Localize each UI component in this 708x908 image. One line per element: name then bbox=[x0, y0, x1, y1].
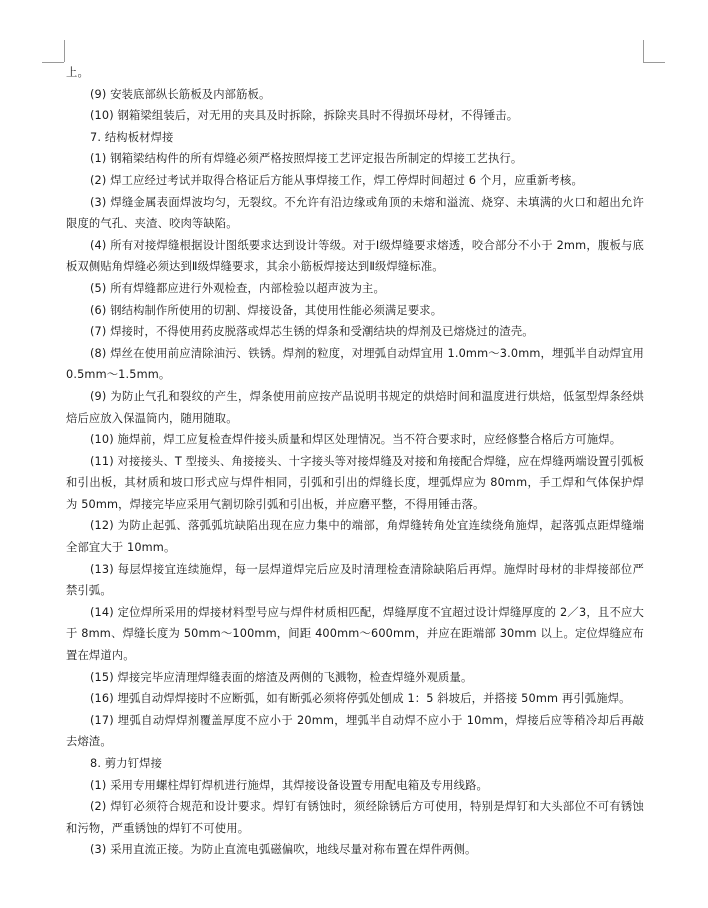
paragraph: (9) 为防止气孔和裂纹的产生，焊条使用前应按产品说明书规定的烘焙时间和温度进行烘焙，低氢型焊条经烘焙后应放入保温筒内，随用随取。 bbox=[66, 389, 644, 425]
paragraph: (2) 焊钉必须符合规范和设计要求。焊钉有锈蚀时，须经除锈后方可使用，特别是焊钉和大头部位不可有锈蚀和污物，严重锈蚀的焊钉不可使用。 bbox=[66, 800, 644, 835]
paragraph: (17) 埋弧自动焊焊剂覆盖厚度不应小于 20mm，埋弧半自动焊不应小于 10mm，焊接后应等稍冷却后再敲去熔渣。 bbox=[66, 713, 644, 749]
paragraph: (15) 焊接完毕应清理焊缝表面的熔渣及两侧的飞溅物，检查焊缝外观质量。 bbox=[90, 670, 473, 684]
paragraph: (13) 每层焊接宜连续施焊，每一层焊道焊完后应及时清理检查清除缺陷后再焊。施焊时母材的非焊接部位严禁引弧。 bbox=[66, 562, 644, 598]
document-body bbox=[66, 62, 644, 861]
crop-mark-top-right-vertical bbox=[643, 40, 644, 62]
paragraph: (14) 定位焊所采用的焊接材料型号应与焊件材质相匹配，焊缝厚度不宜超过设计焊缝厚度的 2／3，且不应大于 8mm、焊缝长度为 50mm～100mm，间距 400mm～600mm，并应在距端部 30mm 以上。定位焊缝应布置在焊道内。 bbox=[66, 605, 644, 663]
paragraph: (16) 埋弧自动焊焊接时不应断弧，如有断弧必须将停弧处刨成 1：5 斜坡后，并搭接 50mm 再引弧施焊。 bbox=[90, 692, 631, 706]
crop-mark-top-left-horizontal bbox=[42, 62, 64, 63]
paragraph: (1) 采用专用螺柱焊钉焊机进行施焊，其焊接设备设置专用配电箱及专用线路。 bbox=[90, 778, 488, 792]
paragraph: (12) 为防止起弧、落弧弧坑缺陷出现在应力集中的端部，角焊缝转角处宜连续绕角施焊，起落弧点距焊缝端全部宜大于 10mm。 bbox=[66, 519, 644, 555]
paragraph: (3) 采用直流正接。为防止直流电弧磁偏吹，地线尽量对称布置在焊件两侧。 bbox=[90, 843, 477, 857]
paragraph: (10) 施焊前，焊工应复检查焊件接头质量和焊区处理情况。当不符合要求时，应经修整合格后方可施焊。 bbox=[90, 433, 622, 447]
crop-mark-top-right-horizontal bbox=[643, 62, 665, 63]
crop-mark-top-left-vertical bbox=[64, 40, 65, 62]
paragraph: (2) 焊工应经过考试并取得合格证后方能从事焊接工作，焊工停焊时间超过 6 个月，应重新考核。 bbox=[90, 173, 583, 187]
paragraph-continuation: 上。 bbox=[66, 66, 89, 79]
paragraph: (1) 钢箱梁结构件的所有焊缝必须严格按照焊接工艺评定报告所制定的焊接工艺执行。 bbox=[90, 152, 523, 166]
paragraph: (5) 所有焊缝都应进行外观检查，内部检验以超声波为主。 bbox=[90, 281, 385, 295]
paragraph: (9) 安装底部纵长筋板及内部筋板。 bbox=[90, 87, 271, 101]
paragraph: (3) 焊缝金属表面焊波均匀，无裂纹。不允许有沿边缘或角顶的未熔和溢流、烧穿、未填满的火口和超出允许限度的气孔、夹渣、咬肉等缺陷。 bbox=[66, 195, 644, 231]
paragraph: (6) 钢结构制作所使用的切割、焊接设备，其使用性能必须满足要求。 bbox=[90, 303, 443, 317]
paragraph: (10) 钢箱梁组装后，对无用的夹具及时拆除，拆除夹具时不得损坏母材，不得锤击。 bbox=[90, 109, 519, 123]
section-heading-welding: 7. 结构板材焊接 bbox=[90, 130, 174, 144]
paragraph: (11) 对接接头、T 型接头、角接接头、十字接头等对接焊缝及对接和角接配合焊缝，应在焊缝两端设置引弧板和引出板，其材质和坡口形式应与焊件相同，引弧和引出的焊缝长度，埋弧焊应为 80mm，手工焊和气体保护焊为 50mm，焊接完毕应采用气割切除引弧和引出板，并应磨平整，不得用锤击落。 bbox=[66, 454, 644, 511]
section-heading-shear-stud: 8. 剪力钉焊接 bbox=[90, 757, 163, 770]
paragraph: (7) 焊接时，不得使用药皮脱落或焊芯生锈的焊条和受潮结块的焊剂及已熔烧过的渣壳。 bbox=[90, 325, 534, 339]
paragraph: (8) 焊丝在使用前应清除油污、铁锈。焊剂的粒度，对埋弧自动焊宜用 1.0mm～3.0mm，埋弧半自动焊宜用 0.5mm～1.5mm。 bbox=[66, 346, 644, 382]
paragraph: (4) 所有对接焊缝根据设计图纸要求达到设计等级。对于Ⅰ级焊缝要求熔透，咬合部分不小于 2mm，腹板与底板双侧贴角焊缝必须达到Ⅱ级焊缝要求，其余小筋板焊接达到Ⅱ级焊缝标准。 bbox=[66, 238, 644, 274]
